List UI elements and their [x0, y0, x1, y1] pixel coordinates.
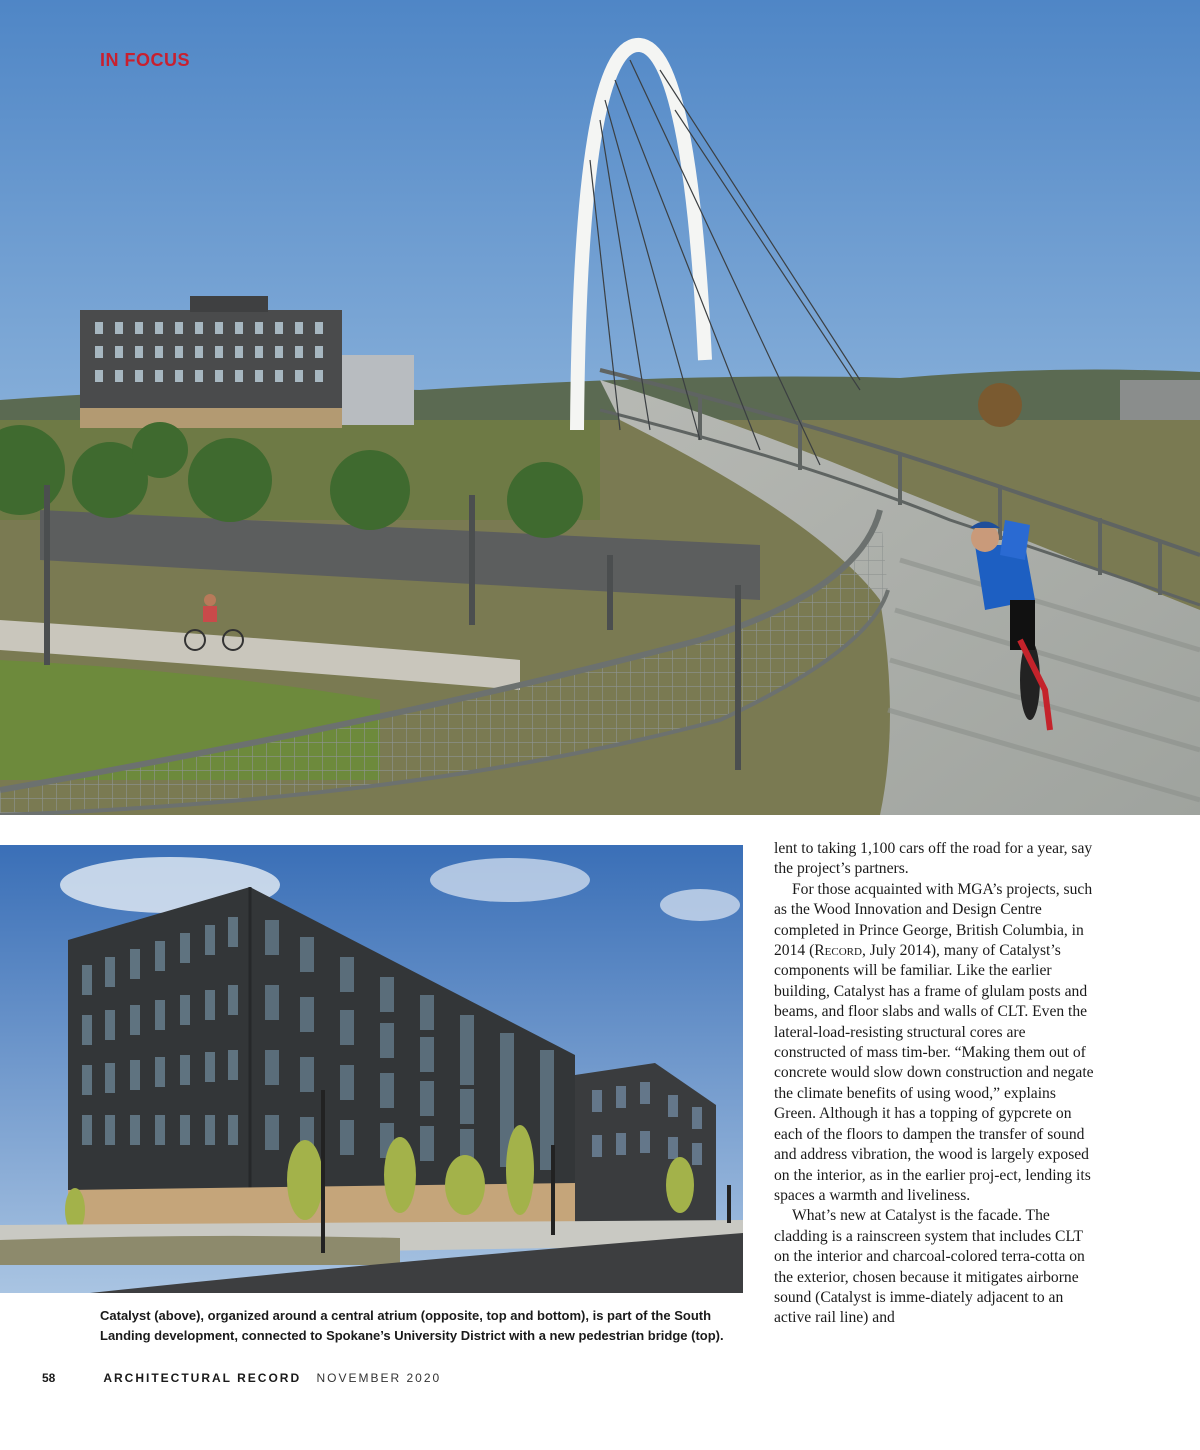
body-paragraph — [774, 880, 1094, 1207]
record-smallcaps: Record — [814, 942, 862, 960]
issue-date: NOVEMBER 2020 — [316, 1371, 442, 1385]
publication-name: ARCHITECTURAL RECORD — [103, 1371, 302, 1385]
body-text-segment: , July 2014), many of Catalyst’s components will be familiar. Like the earlier building, Catalyst has a frame of glulam posts and beams, and floor slabs and walls of CLT. Even the lateral-load-resisting structural cores are constructed of mass tim-ber. “Making them out of concrete would slow down construction and negate the climate benefits of using wood,” explains Green. Although it has a topping of gypcrete on each of the floors to dampen the transfer of sound and address vibration, the wood is largely exposed on the interior, as in the earlier proj-ect, lending its spaces a warmth and liveliness. — [774, 942, 1094, 1204]
article-body — [774, 839, 1094, 1329]
section-label: IN FOCUS — [100, 50, 191, 70]
body-text-segment: For those acquainted with MGA’s projects, such as the Wood Innovation and Design Centre completed in Prince George, British Columbia, in 2014 ( — [774, 880, 1093, 960]
photo-caption: Catalyst (above), organized around a central atrium (opposite, top and bottom), is part of the South Landing development, connected to Spokane’s University District with a new pedestrian bridge (top). — [100, 1308, 724, 1343]
body-paragraph: What’s new at Catalyst is the facade. The cladding is a rainscreen system that includes CLT on the interior and charcoal-colored terra-cotta on the exterior, chosen because it mitigates airborne sound (Catalyst is imme-diately adjacent to an active rail line) and — [774, 1207, 1085, 1327]
body-paragraph: lent to taking 1,100 cars off the road for a year, say the project’s partners. — [774, 840, 1093, 878]
photo-catalyst-building — [0, 845, 743, 1293]
page-footer — [42, 1371, 441, 1391]
page-number: 58 — [42, 1371, 56, 1385]
